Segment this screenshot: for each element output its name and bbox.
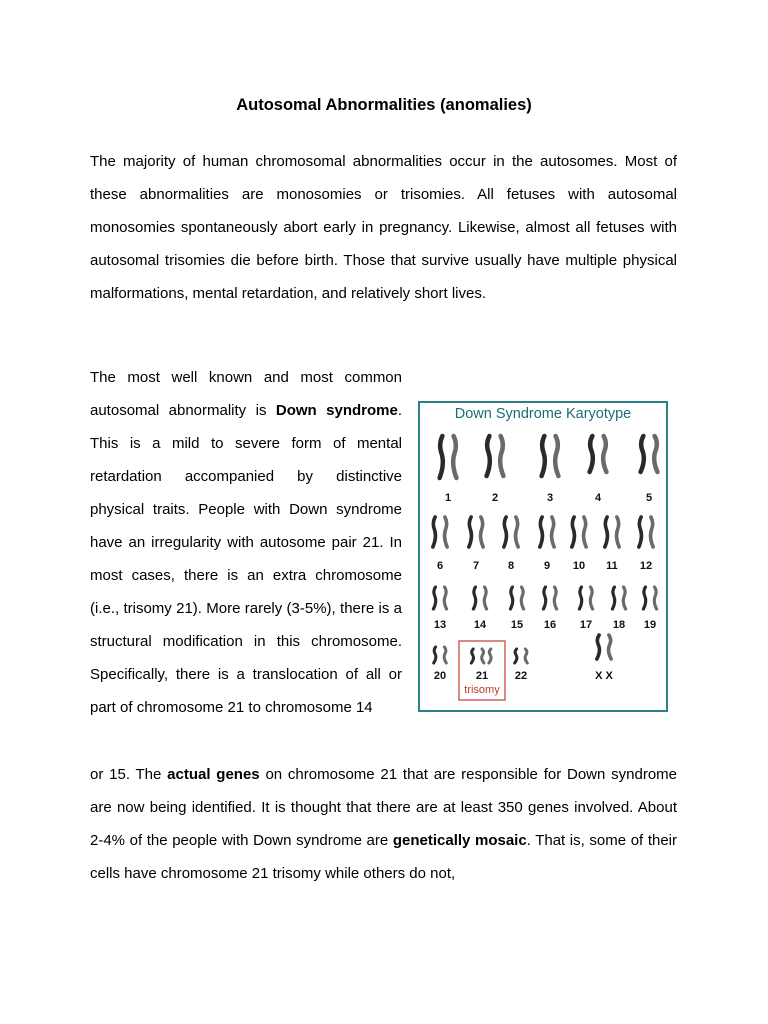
chromosome-label-7: 7 [472, 560, 480, 572]
term-genetically-mosaic: genetically mosaic [392, 832, 527, 849]
chromosome-label-13: 13 [433, 619, 447, 631]
chromosome-label-8: 8 [507, 560, 515, 572]
chromosome-pair-14 [473, 587, 486, 609]
chromosome-pair-7 [469, 517, 483, 547]
term-actual-genes: actual genes [167, 766, 260, 783]
karyotype-figure-title: Down Syndrome Karyotype [454, 406, 632, 422]
chromosome-pair-18 [612, 587, 625, 609]
chromosome-pair-10 [572, 517, 586, 547]
paragraph-genes-text-a: or 15. The [90, 766, 168, 783]
karyotype-figure [418, 401, 668, 712]
chromosome-label-1: 1 [444, 492, 452, 504]
chromosome-label-19: 19 [643, 619, 657, 631]
chromosome-pair-1 [440, 436, 457, 478]
chromosome-pair-11 [605, 517, 619, 547]
chromosome-pair-16 [543, 587, 556, 609]
term-down-syndrome: Down syndrome [275, 402, 398, 419]
paragraph-down-syndrome-text-a: The most well known and most common autosomal abnormality is [90, 369, 402, 419]
chromosome-label-11: 11 [606, 560, 618, 572]
chromosome-pair-17 [579, 587, 592, 609]
chromosome-label-17: 17 [579, 619, 593, 631]
chromosome-pair-6 [433, 517, 447, 547]
chromosome-label-15: 15 [510, 619, 524, 631]
karyotype-image [420, 403, 666, 710]
chromosome-pair-3 [542, 436, 559, 476]
chromosome-pair-20 [434, 647, 447, 663]
chromosome-label-6: 6 [436, 560, 444, 572]
chromosome-label-10: 10 [572, 560, 586, 572]
chromosome-label-14: 14 [473, 619, 487, 631]
chromosome-label-21: 21 [475, 670, 489, 682]
chromosome-pair-15 [510, 587, 523, 609]
paragraph-down-syndrome-text-b: . This is a mild to severe form of mental retardation accompanied by distinctive physical traits. People with Down syndrome have an irregularity with autosome pair 21. In most cases, there is an extra chromosome (i.e., trisomy 21). More rarely (3-5%), there is a structural modification in this chromosome. Specifically, there is a translocation of all or part of chromosome 21 to chromosome 14 [90, 402, 402, 716]
chromosome-pair-21 [471, 649, 491, 663]
chromosome-pair-8 [504, 517, 518, 547]
chromosome-pair-2 [487, 436, 504, 476]
paragraph-genes [90, 758, 677, 890]
paragraph-genes-text-b: on chromosome 21 that are responsible for Down syndrome are now being identified. It is thought that there are at least 350 genes involved. About 2-4% of the people with Down syndrome are [90, 766, 677, 849]
chromosome-pair-22 [515, 649, 528, 663]
chromosome-pair-xx [597, 635, 611, 659]
chromosome-label-4: 4 [594, 492, 602, 504]
chromosome-pair-19 [643, 587, 656, 609]
chromosome-label-20: 20 [433, 670, 447, 682]
chromosome-pair-4 [590, 436, 607, 472]
chromosome-pair-9 [540, 517, 554, 547]
document-title: Autosomal Abnormalities (anomalies) [236, 96, 532, 114]
trisomy-label: trisomy [464, 684, 500, 696]
chromosome-label-16: 16 [543, 619, 557, 631]
chromosome-label-5: 5 [645, 492, 653, 504]
paragraph-down-syndrome [90, 361, 402, 724]
chromosome-pair-12 [639, 517, 653, 547]
chromosome-label-2: 2 [491, 492, 499, 504]
chromosome-label-12: 12 [639, 560, 653, 572]
paragraph-intro: The majority of human chromosomal abnormalities occur in the autosomes. Most of these abnormalities are monosomies or trisomies. All fetuses with autosomal monosomies spontaneously abort early in pregnancy. Likewise, almost all fetuses with autosomal trisomies die before birth. Those that survive usually have multiple physical malformations, mental retardation, and relatively short lives. [90, 153, 677, 302]
paragraph-genes-text-c: . That is, some of their cells have chromosome 21 trisomy while others do not, [90, 832, 677, 882]
chromosome-label-18: 18 [612, 619, 626, 631]
chromosome-label-9: 9 [543, 560, 551, 572]
chromosome-label-22: 22 [514, 670, 528, 682]
chromosome-pair-13 [433, 587, 446, 609]
chromosome-pair-5 [641, 436, 658, 472]
chromosome-label-xx: X X [595, 670, 613, 682]
chromosome-label-3: 3 [546, 492, 554, 504]
